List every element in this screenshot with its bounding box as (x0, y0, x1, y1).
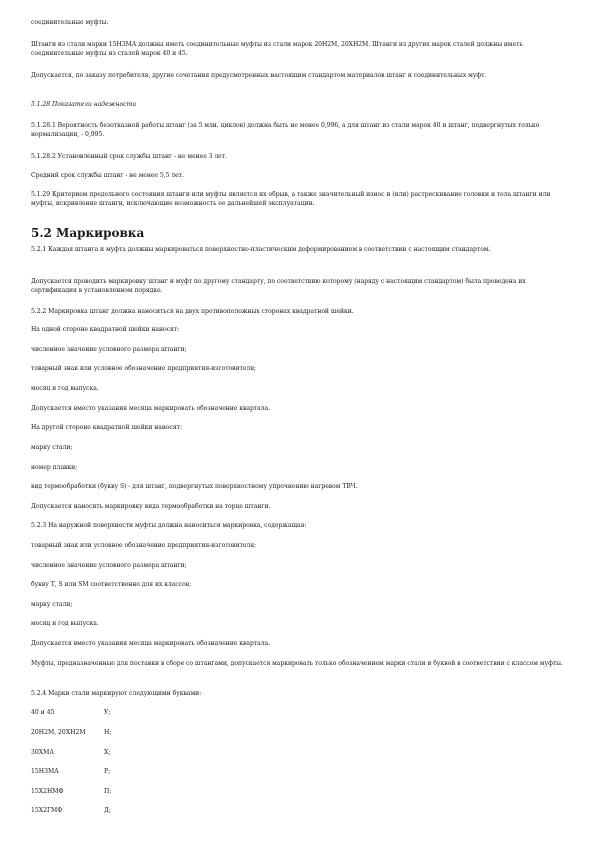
steel-letter: П; (104, 788, 112, 795)
paragraph: Допускается вместо указания месяца маркировать обозначение квартала. (31, 640, 270, 647)
steel-letter: Д; (104, 807, 112, 814)
steel-letter: Х; (104, 749, 111, 756)
list-item: букву Т, S или SM соответственно для их классов; (31, 581, 192, 588)
steel-table-row (31, 806, 111, 815)
steel-letter: У; (104, 709, 111, 716)
paragraph: 5.2.4 Марки стали маркируют следующими буквами: (31, 690, 202, 697)
steel-letter: Р; (104, 768, 111, 775)
paragraph: 5.1.28.2 Установленный срок службы штанг - не менее 3 лет. (31, 153, 227, 160)
list-item: товарный знак или условное обозначение предприятия-изготовителя; (31, 542, 257, 549)
paragraph: соединительные муфты. (31, 19, 109, 26)
paragraph: Штанги из стали марки 15Н3МА должны иметь соединительные муфты из стали марок 20Н2М, 20ХН2М. Штанги из других марок сталей должны иметь соединительные муфты из сталей марок 40 и 45. (31, 41, 523, 57)
paragraph: Муфты, предназначенные для поставки в сборе со штангами, допускается маркировать только обозначением марки стали и буквой в соответствии с классом муфты. (31, 660, 563, 667)
steel-grade: 15Х2НМФ (31, 788, 64, 795)
section-subheading: 5.1.28 Показатели надежности (31, 101, 137, 108)
list-item: месяц и год выпуска. (31, 385, 99, 392)
steel-table-row (31, 748, 110, 757)
paragraph: Допускается проводить маркировку штанг и муфт по другому стандарту, по соответствию которому (наряду с настоящим стандартом) была проведена их сертификация в установленном порядке. (31, 278, 526, 294)
paragraph: 5.1.28.1 Вероятность безотказной работы штанг (за 5 млн. циклов) должна быть не менее 0,996, а для штанг из стали марок 40 и штанг, подвергнутых только нормализации, - 0,995. (31, 122, 540, 138)
list-item: товарный знак или условное обозначение предприятия-изготовителя; (31, 365, 257, 372)
paragraph: На другой стороне квадратной шейки наносят: (31, 424, 182, 431)
list-item: численное значение условного размера штанги; (31, 562, 187, 569)
steel-grade: 30ХМА (31, 749, 54, 756)
list-item: месяц и год выпуска. (31, 620, 99, 627)
paragraph: Допускается наносить маркировку вида термообработки на торце штанги. (31, 503, 271, 510)
paragraph: Допускается, по заказу потребителя, другие сочетания предусмотренных настоящим стандартом материалов штанг и соединительных муфт. (31, 72, 487, 79)
list-item: вид термообработки (букву S) - для штанг, подвергнутых поверхностному упрочнению нагревом ТВЧ. (31, 483, 358, 490)
list-item: марку стали; (31, 444, 73, 451)
paragraph: 5.2.2 Маркировка штанг должна наноситься на двух противоположных сторонах квадратной шейки. (31, 308, 354, 315)
paragraph: 5.2.3 На наружной поверхности муфты должна наноситься маркировка, содержащая: (31, 522, 307, 529)
paragraph: 5.2.1 Каждая штанга и муфта должны маркироваться поверхностно-пластическим деформированием в соответствии с настоящим стандартом. (31, 246, 491, 253)
paragraph: Средний срок службы штанг - не менее 5,5 лет. (31, 172, 184, 179)
steel-grade: 20Н2М, 20ХН2М (31, 729, 86, 736)
steel-table-row (31, 767, 110, 776)
paragraph: На одной стороне квадратной шейки наносят: (31, 326, 180, 333)
list-item: марку стали; (31, 601, 73, 608)
steel-grade: 15Х2ГМФ (31, 807, 63, 814)
section-heading: 5.2 Маркировка (31, 226, 145, 240)
steel-table-row (31, 708, 110, 717)
steel-grade: 40 и 45 (31, 709, 55, 716)
list-item: номер плавки; (31, 464, 78, 471)
steel-grade: 15Н3МА (31, 768, 59, 775)
paragraph: 5.1.29 Критерием предельного состояния штанги или муфты является их обрыв, а также значительный износ и (или) растрескивание головки и тела штанги или муфты, искривление штанги, исключающие возможность ее дальнейшей эксплуатации. (31, 191, 551, 207)
steel-table-row (31, 787, 111, 796)
list-item: численное значение условного размера штанги; (31, 346, 187, 353)
steel-table-row (31, 728, 111, 737)
steel-letter: Н; (104, 729, 112, 736)
paragraph: Допускается вместо указания месяца маркировать обозначение квартала. (31, 405, 270, 412)
